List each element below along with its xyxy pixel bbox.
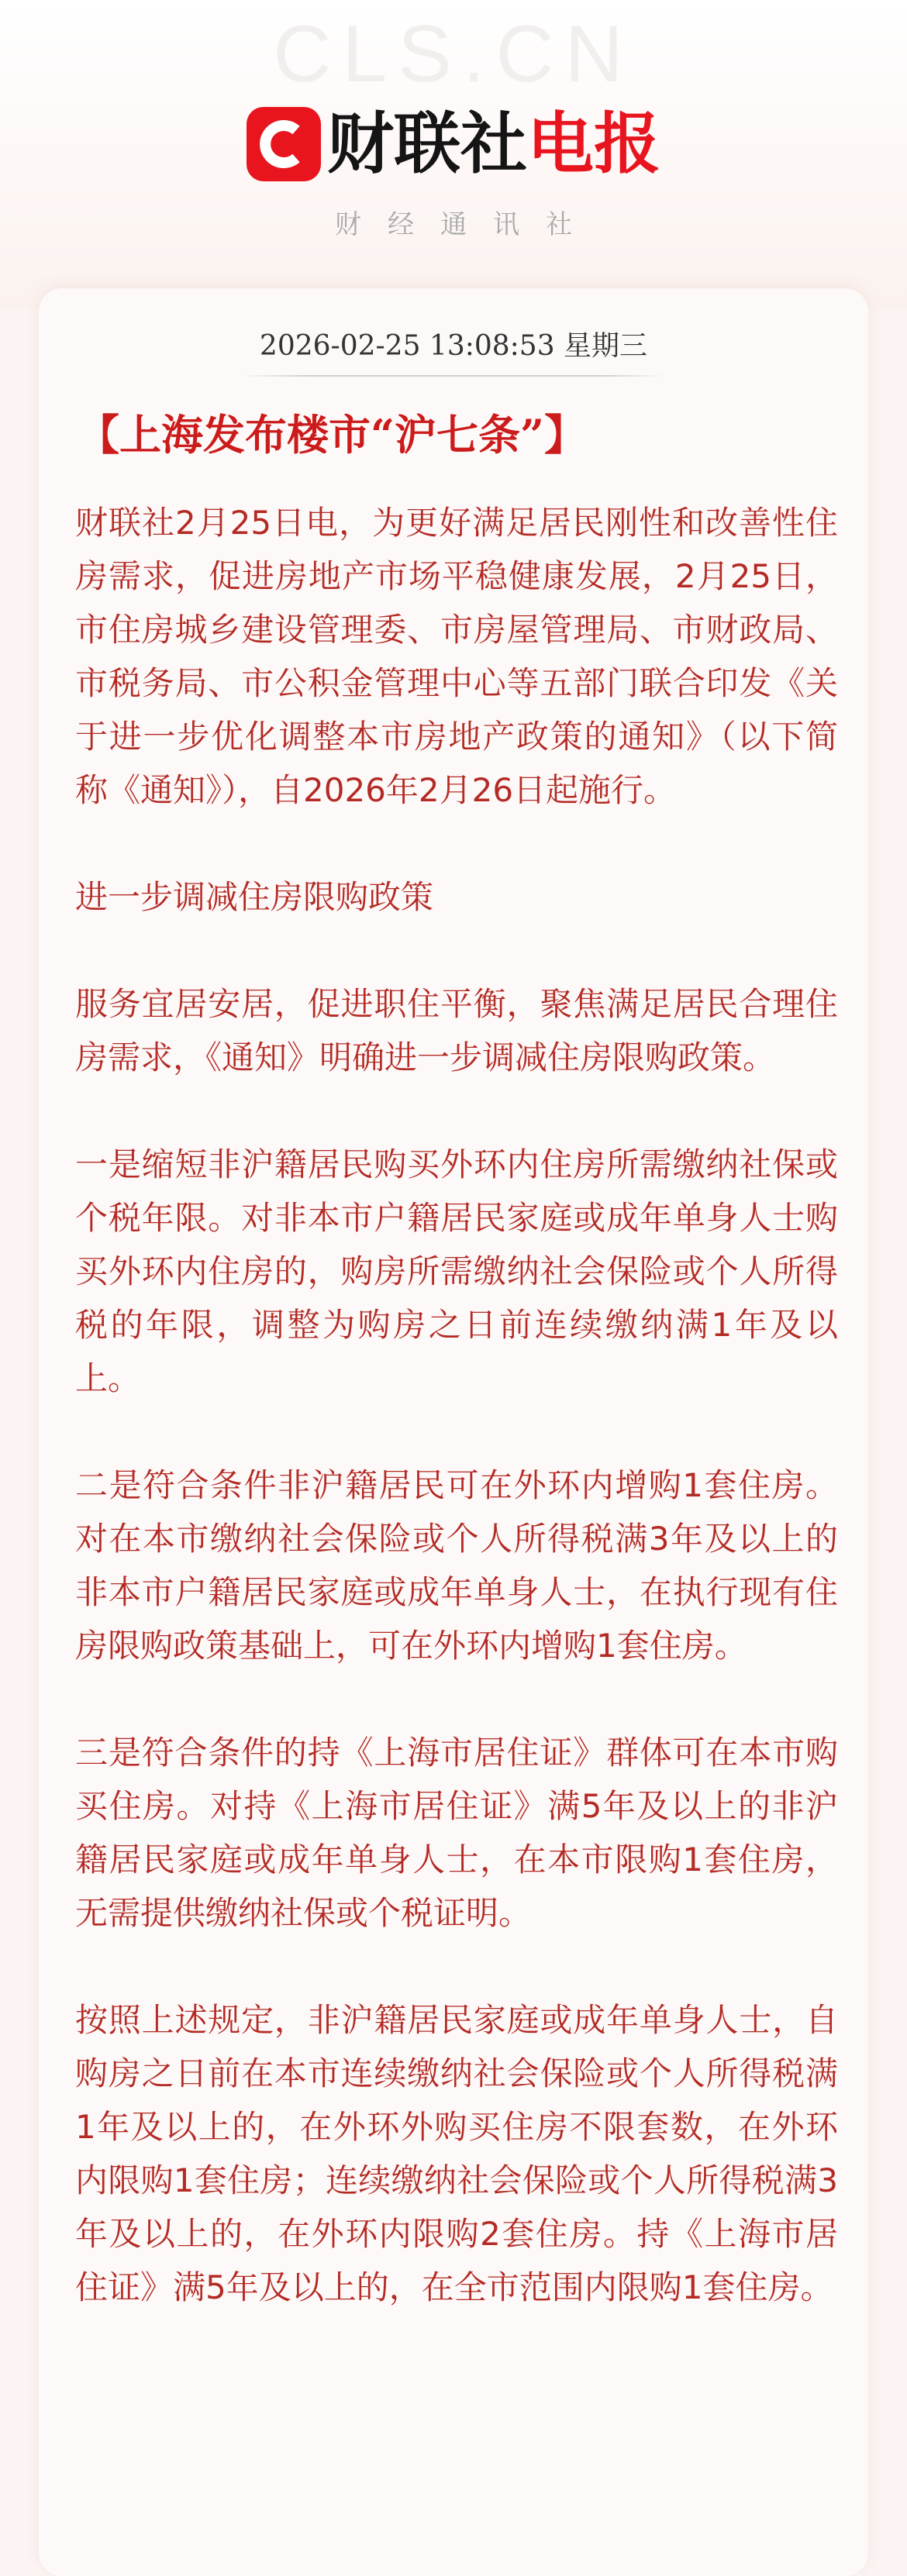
brand-logo <box>0 107 907 181</box>
agency-tagline: 财经通讯社 <box>335 209 598 240</box>
article-title: 【上海发布楼市“沪七条”】 <box>78 410 587 460</box>
brand-name-black: 财联社 <box>327 105 527 183</box>
paragraph: 进一步调减住房限购政策 <box>75 878 434 916</box>
brand-name <box>327 107 660 181</box>
watermark: CLS.CN <box>273 9 634 99</box>
paragraph: 财联社2月25日电，为更好满足居民刚性和改善性住房需求，促进房地产市场平稳健康发展，2月25日，市住房城乡建设管理委、市房屋管理局、市财政局、市税务局、市公积金管理中心等五部门联合印发《关于进一步优化调整本市房地产政策的通知》（以下简称《通知》），自2026年2月26日起施行。 <box>75 504 838 809</box>
paragraph: 一是缩短非沪籍居民购买外环内住房所需缴纳社保或个税年限。对非本市户籍居民家庭或成年单身人士购买外环内住房的，购房所需缴纳社会保险或个人所得税的年限，调整为购房之日前连续缴纳满1年及以上。 <box>75 1145 838 1397</box>
publish-datetime: 2026-02-25 13:08:53 星期三 <box>259 330 648 362</box>
paragraph: 三是符合条件的持《上海市居住证》群体可在本市购买住房。对持《上海市居住证》满5年及以上的非沪籍居民家庭或成年单身人士，在本市限购1套住房，无需提供缴纳社保或个税证明。 <box>75 1734 838 1932</box>
datetime-divider <box>241 375 666 377</box>
paragraph: 二是符合条件非沪籍居民可在外环内增购1套住房。对在本市缴纳社会保险或个人所得税满3年及以上的非本市户籍居民家庭或成年单身人士，在执行现有住房限购政策基础上，可在外环内增购1套住房。 <box>75 1466 838 1665</box>
paragraph: 按照上述规定，非沪籍居民家庭或成年单身人士，自购房之日前在本市连续缴纳社会保险或个人所得税满1年及以上的，在外环外购买住房不限套数，在外环内限购1套住房；连续缴纳社会保险或个人所得税满3年及以上的，在外环内限购2套住房。持《上海市居住证》满5年及以上的，在全市范围内限购1套住房。 <box>75 2001 838 2306</box>
page-header <box>0 0 907 310</box>
article-body <box>75 496 838 2314</box>
brand-c-icon <box>247 107 321 181</box>
paragraph: 服务宜居安居，促进职住平衡，聚焦满足居民合理住房需求，《通知》明确进一步调减住房限购政策。 <box>75 985 838 1076</box>
brand-name-red: 电报 <box>527 105 660 183</box>
